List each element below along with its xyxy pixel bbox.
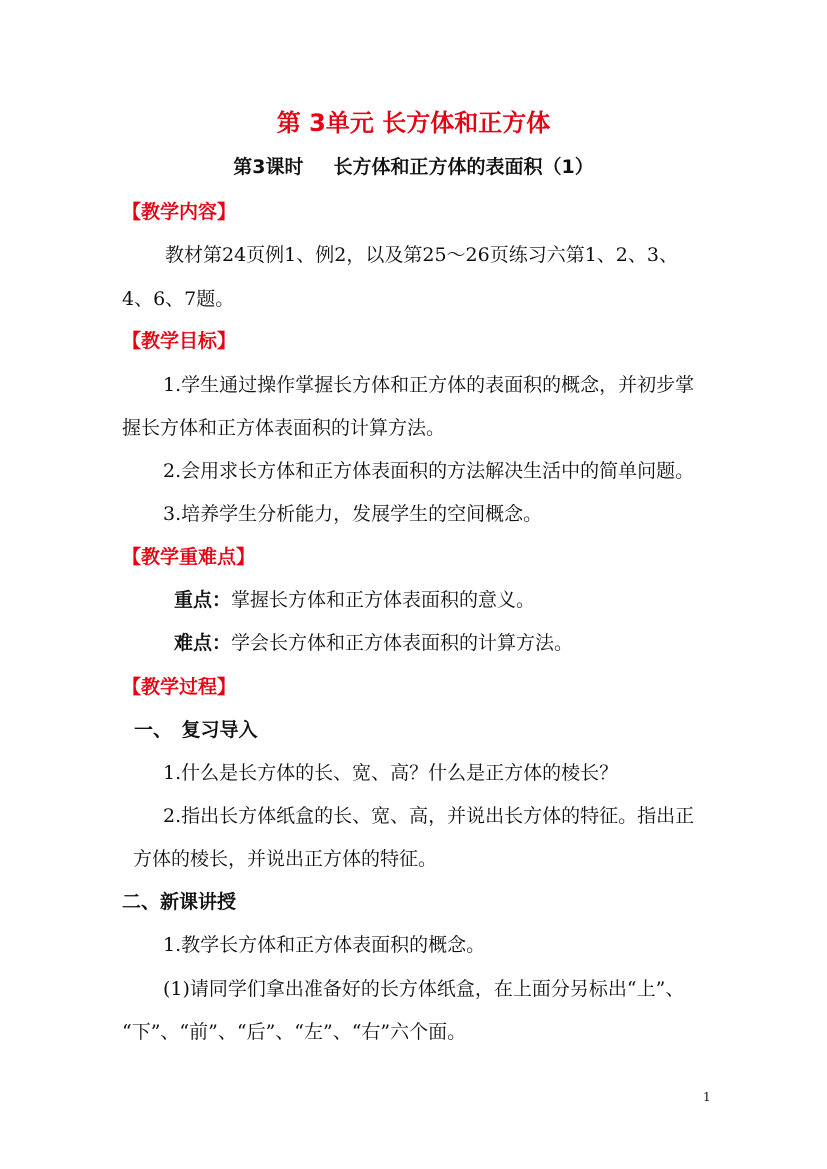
- key-point-text: 掌握长方体和正方体表面积的意义。: [231, 589, 536, 611]
- content-text-line2: 4、6、7题。: [122, 288, 235, 310]
- difficult-point-text: 学会长方体和正方体表面积的计算方法。: [231, 632, 574, 654]
- content-heading: 【教学内容】: [122, 201, 237, 223]
- part-1-item-2-line2: 方体的棱长，并说出正方体的特征。: [133, 848, 438, 870]
- part-2-sub-1-line1: (1)请同学们拿出准备好的长方体纸盒，在上面分另标出“上”、: [163, 978, 685, 1000]
- part-2-heading: 二、新课讲授: [122, 891, 237, 913]
- process-heading: 【教学过程】: [122, 676, 237, 698]
- keypoints-heading: 【教学重难点】: [122, 546, 256, 568]
- part-1-item-2-line1: 2.指出长方体纸盒的长、宽、高，并说出长方体的特征。指出正: [163, 805, 695, 827]
- lesson-name: 长方体和正方体的表面积（1）: [333, 156, 594, 178]
- part-2-sub-1-line2: “下”、“前”、“后”、“左”、“右”六个面。: [122, 1021, 467, 1043]
- unit-title: 第 3单元 长方体和正方体: [276, 109, 551, 137]
- goal-1-line2: 握长方体和正方体表面积的计算方法。: [122, 417, 446, 439]
- goals-heading: 【教学目标】: [122, 330, 237, 352]
- lesson-number: 第3课时: [233, 156, 304, 178]
- part-2-item-1: 1.教学长方体和正方体表面积的概念。: [163, 934, 486, 956]
- lesson-title: [0, 155, 827, 179]
- part-1-item-1: 1.什么是长方体的长、宽、高？什么是正方体的棱长？: [163, 762, 619, 784]
- goal-3: 3.培养学生分析能力，发展学生的空间概念。: [163, 503, 543, 525]
- content-text-line1: 教材第24页例1、例2，以及第25～26页练习六第1、2、3、: [165, 244, 678, 266]
- page-number: 1: [703, 1090, 711, 1104]
- difficult-point: [174, 631, 573, 655]
- goal-1-line1: 1.学生通过操作掌握长方体和正方体的表面积的概念，并初步掌: [163, 374, 695, 396]
- difficult-point-label: 难点：: [174, 632, 232, 654]
- key-point-label: 重点：: [174, 589, 232, 611]
- key-point: [174, 588, 535, 612]
- goal-2: 2.会用求长方体和正方体表面积的方法解决生活中的简单问题。: [163, 460, 695, 482]
- part-1-heading: 一、 复习导入: [134, 719, 258, 741]
